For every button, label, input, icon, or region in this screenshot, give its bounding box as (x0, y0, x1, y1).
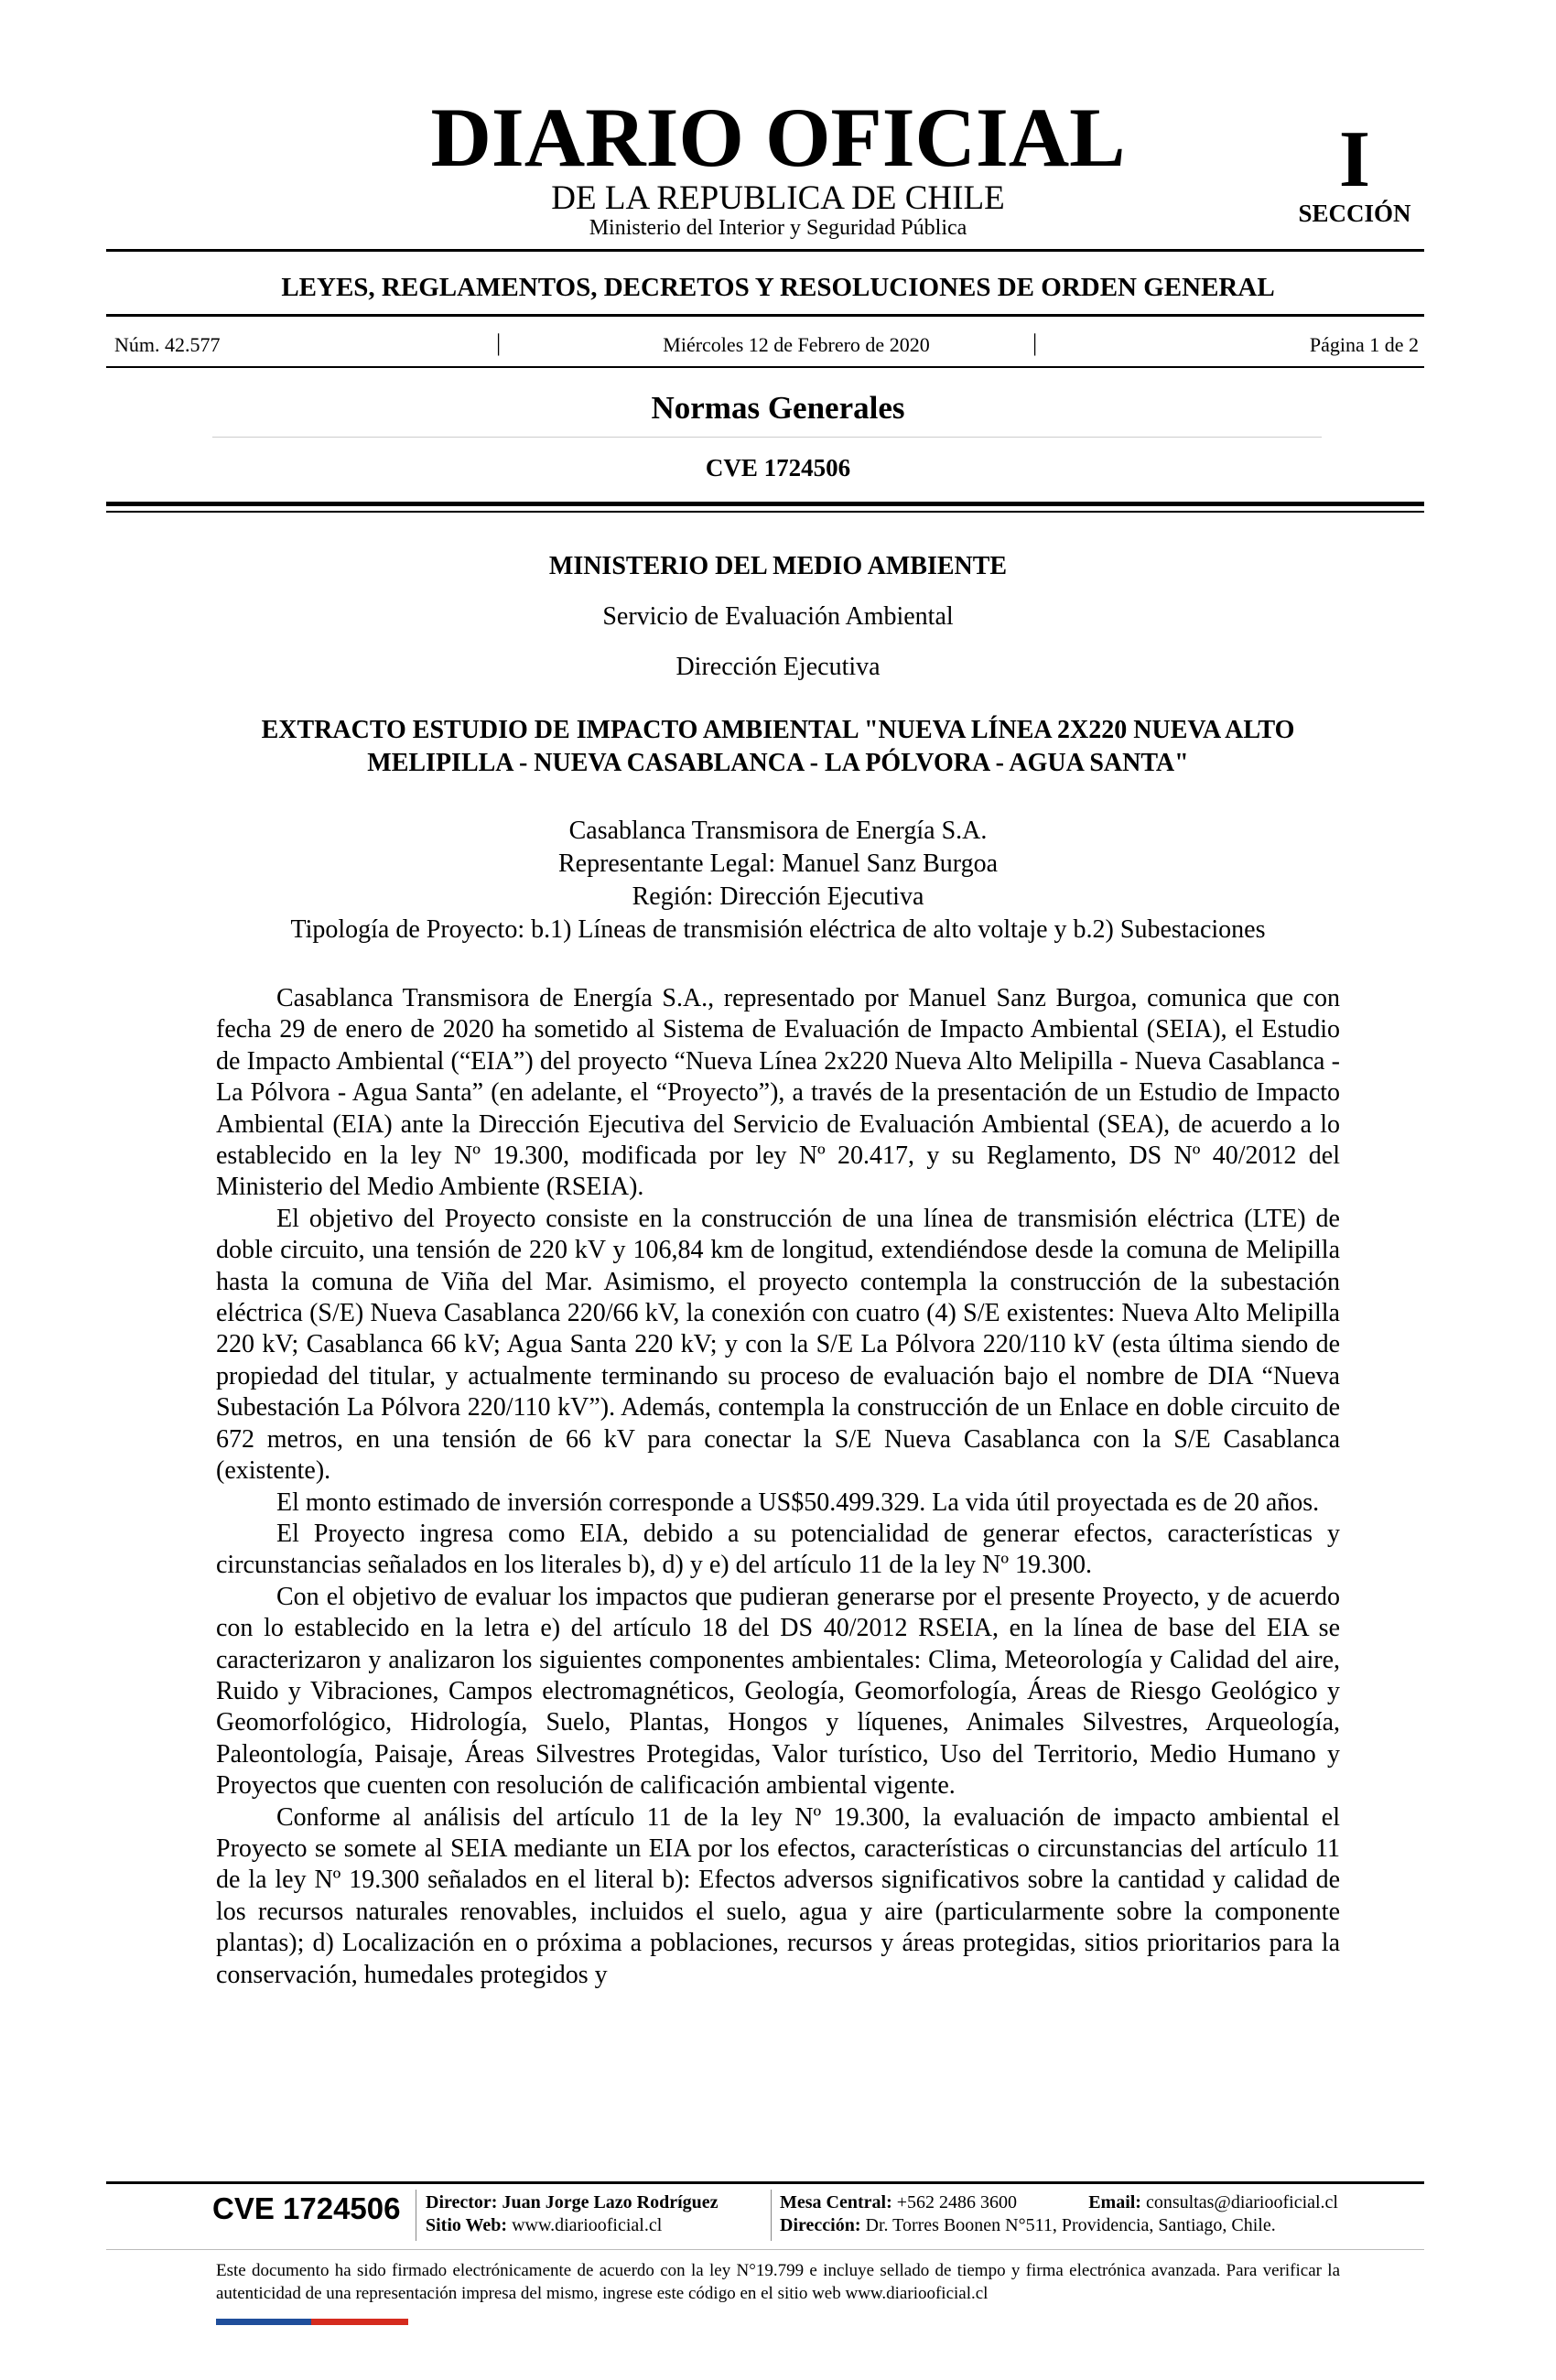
issue-page: Página 1 de 2 (1309, 333, 1419, 356)
masthead-rule (106, 249, 1424, 252)
flag-stripe-red (311, 2319, 408, 2325)
band-rule (106, 314, 1424, 317)
project-typology: Tipología de Proyecto: b.1) Líneas de transmisión eléctrica de alto voltaje y b.2) Subestaciones (290, 915, 1266, 944)
address-text: Dr. Torres Boonen N°511, Providencia, Santiago, Chile. (865, 2215, 1276, 2235)
issue-rule (106, 366, 1424, 368)
website-link[interactable]: www.diariooficial.cl (512, 2215, 663, 2235)
phone-number: +562 2486 3600 (896, 2192, 1018, 2212)
document-ministry: MINISTERIO DEL MEDIO AMBIENTE (548, 552, 1008, 580)
company-name: Casablanca Transmisora de Energía S.A. (568, 817, 988, 845)
region: Región: Dirección Ejecutiva (632, 882, 924, 911)
masthead-title: DIARIO OFICIAL (430, 91, 1126, 184)
document-body (216, 983, 1340, 1991)
body-paragraph: El Proyecto ingresa como EIA, debido a su potencialidad de generar efectos, características y circunstancias señalados en los literales b), d) y e) del artículo 11 de la ley Nº 19.300. (216, 1519, 1340, 1580)
issue-separator: | (1032, 330, 1038, 356)
body-paragraph: Con el objetivo de evaluar los impactos que pudieran generarse por el presente Proyecto, y de acuerdo con lo establecido en la letra e) del artículo 18 del DS 40/2012 RSEIA, en la línea de base del EIA se caracterizaron y analizaron los siguientes componentes ambientales: Clima, Meteorología y Calidad del aire, Ruido y Vibraciones, Campos electromagnéticos, Geología, Geomorfología, Áreas de Riesgo Geológico y Geomorfológico, Hidrología, Suelo, Plantas, Hongos y líquenes, Animales Silvestres, Arqueología, Paleontología, Paisaje, Áreas Silvestres Protegidas, Valor turístico, Uso del Territorio, Medio Humano y Proyectos que cuenten con resolución de calificación ambiental vigente. (216, 1582, 1340, 1801)
address-label: Dirección: (780, 2215, 861, 2235)
footer-cve: CVE 1724506 (212, 2191, 401, 2225)
masthead-subtitle: DE LA REPUBLICA DE CHILE (551, 179, 1005, 217)
body-paragraph: Casablanca Transmisora de Energía S.A., representado por Manuel Sanz Burgoa, comunica que con fecha 29 de enero de 2020 ha sometido al Sistema de Evaluación de Impacto Ambiental (SEIA), el Estudio de Impacto Ambiental (“EIA”) del proyecto “Nueva Línea 2x220 Nueva Alto Melipilla - Nueva Casablanca - La Pólvora - Agua Santa” (en adelante, el “Proyecto”), a través de la presentación de un Estudio de Impacto Ambiental (EIA) ante la Dirección Ejecutiva del Servicio de Evaluación Ambiental (SEA), de acuerdo a lo establecido en la ley Nº 19.300, modificada por ley Nº 20.417, y su Reglamento, DS Nº 40/2012 del Ministerio del Medio Ambiente (RSEIA). (216, 984, 1340, 1202)
section-label: SECCIÓN (1298, 200, 1411, 227)
legal-representative: Representante Legal: Manuel Sanz Burgoa (558, 849, 998, 878)
body-paragraph: El monto estimado de inversión corresponde a US$50.499.329. La vida útil proyectada es de 20 años. (276, 1488, 1320, 1517)
section-heading: Normas Generales (651, 390, 905, 426)
body-paragraph: Conforme al análisis del artículo 11 de la ley Nº 19.300, la evaluación de impacto ambiental el Proyecto se somete al SEIA mediante un EIA por los efectos, características o circunstancias del artículo 11 de la ley Nº 19.300 señalados en el literal b): Efectos adversos significativos sobre la cantidad y calidad de los recursos naturales renovables, incluidos el suelo, agua y aire (particularmente sobre la componente plantas); d) Localización en o próxima a poblaciones, recursos y áreas protegidas, sitios prioritarios para la conservación, humedales protegidos y (216, 1802, 1340, 1989)
section-cve: CVE 1724506 (705, 454, 851, 481)
footer-divider (771, 2190, 772, 2241)
section-number: I (1338, 115, 1371, 204)
document-direction: Dirección Ejecutiva (675, 653, 881, 681)
section-divider (212, 437, 1322, 438)
footer-thin-rule (106, 2249, 1424, 2250)
header-thin-rule (106, 511, 1424, 513)
issue-date: Miércoles 12 de Febrero de 2020 (663, 333, 930, 356)
email-link[interactable]: consultas@diariooficial.cl (1145, 2192, 1338, 2212)
header-thick-rule (106, 502, 1424, 506)
footer-contact-block (780, 2191, 1338, 2237)
footer-director-block (426, 2191, 719, 2237)
flag-stripe-blue (216, 2319, 311, 2325)
email-label: Email: (1088, 2192, 1141, 2212)
issue-number: Núm. 42.577 (114, 333, 221, 356)
signature-note: Este documento ha sido firmado electrónicamente de acuerdo con la ley N°19.799 e incluye sellado de tiempo y firma electrónica avanzada. Para verificar la autenticidad de una representación impresa del mismo, ingrese este código en el sitio web www.diariooficial.cl (216, 2261, 1340, 2303)
band-title: LEYES, REGLAMENTOS, DECRETOS Y RESOLUCIONES DE ORDEN GENERAL (281, 273, 1275, 302)
masthead-ministry: Ministerio del Interior y Seguridad Pública (589, 216, 967, 240)
document-service: Servicio de Evaluación Ambiental (602, 602, 954, 631)
body-paragraph: El objetivo del Proyecto consiste en la construcción de una línea de transmisión eléctrica (LTE) de doble circuito, una tensión de 220 kV y 106,84 km de longitud, extendiéndose desde la comuna de Melipilla hasta la comuna de Viña del Mar. Asimismo, el proyecto contempla la construcción de la subestación eléctrica (S/E) Nueva Casablanca 220/66 kV, la conexión con cuatro (4) S/E existentes: Nueva Alto Melipilla 220 kV; Casablanca 66 kV; Agua Santa 220 kV; y con la S/E La Pólvora 220/110 kV (esta última siendo de propiedad del titular, y actualmente terminando su proceso de evaluación bajo el nombre de DIA “Nueva Subestación La Pólvora 220/110 kV”). Además, contempla la construcción de un Enlace en doble circuito de 672 metros, en una tensión de 66 kV para conectar la S/E Nueva Casablanca con la S/E Casablanca (existente). (216, 1204, 1340, 1486)
issue-separator: | (496, 330, 502, 356)
footer-rule (106, 2181, 1424, 2184)
phone-label: Mesa Central: (780, 2192, 892, 2212)
document-title: EXTRACTO ESTUDIO DE IMPACTO AMBIENTAL "NUEVA LÍNEA 2X220 NUEVA ALTO MELIPILLA - NUEVA CASABLANCA - LA PÓLVORA - AGUA SANTA" (261, 716, 1295, 777)
website-label: Sitio Web: (426, 2215, 508, 2235)
director-name: Juan Jorge Lazo Rodríguez (502, 2192, 719, 2212)
director-label: Director: (426, 2192, 498, 2212)
